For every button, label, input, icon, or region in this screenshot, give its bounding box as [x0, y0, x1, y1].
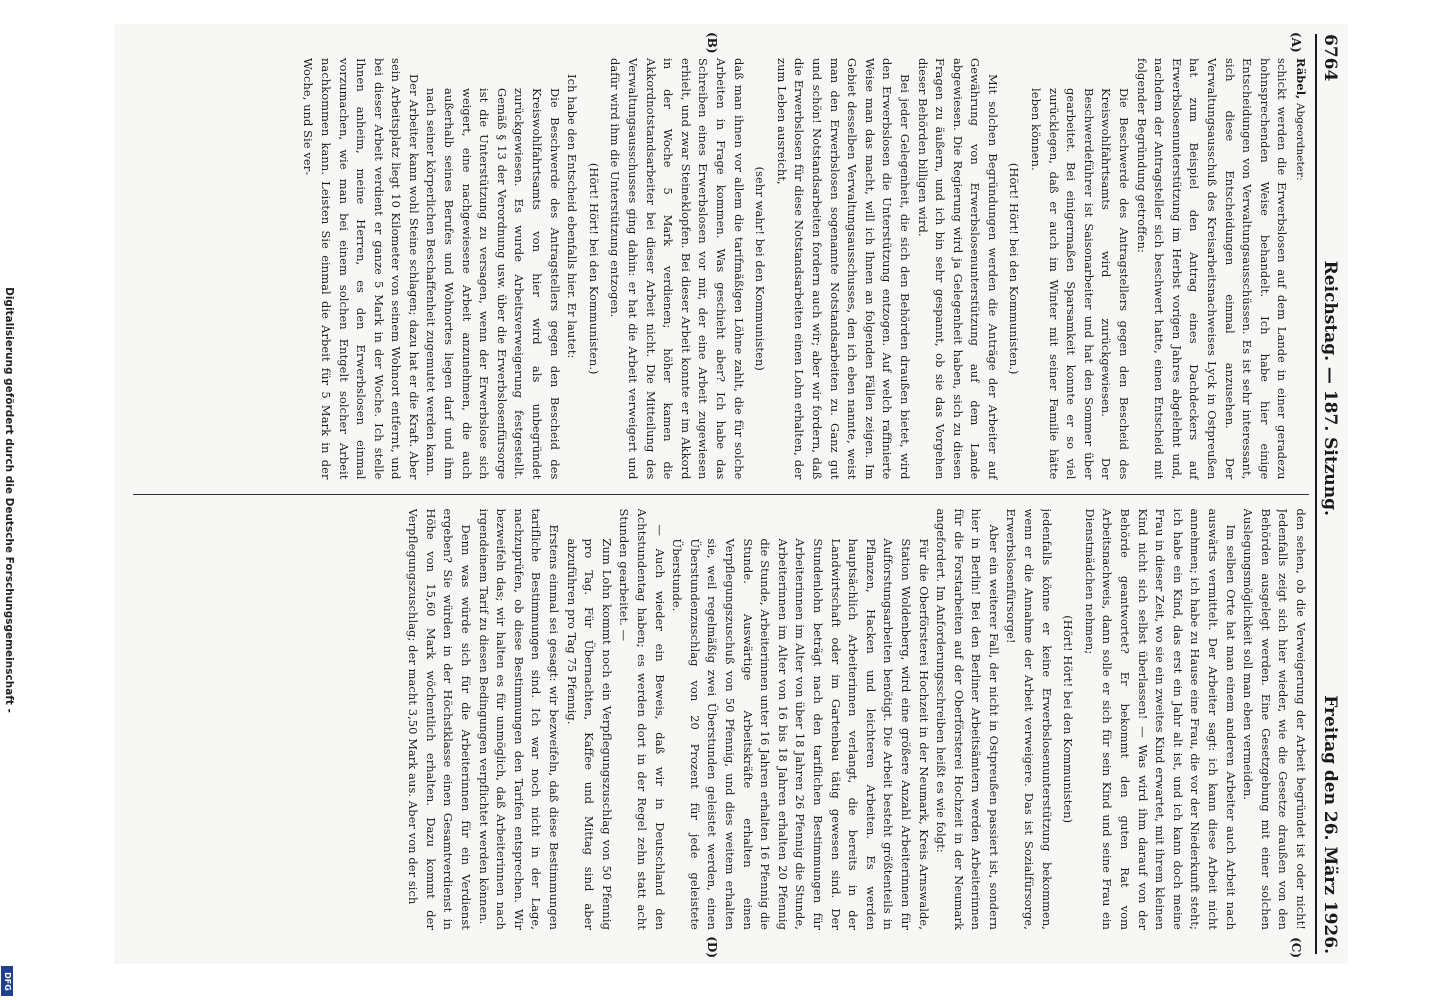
speaker-note: Abgeordneter: [1294, 102, 1306, 181]
interjection: (sehr wahr! bei den Kommunisten) [753, 166, 768, 371]
column-divider [133, 494, 1309, 495]
paragraph: Im selben Orte hat man einem anderen Arbeiter auch Arbeit nach auswärts vermittelt. Der Arbeiter sagt: ich kann diese Arbeit nicht annehmen; ich habe zu Hause eine Frau, die vor der Niederkunft steht; ich habe ein Kind, das erst ein Jahr alt ist, und ich kann doch meine Frau in dieser Zeit, wo sie ein zweites Kind erwartet, mit ihrem kleinen Kind nicht sich selbst überlassen! — Was wird ihm darauf von der Behörde geantwortet? Er bekommt den guten Rat vom Arbeitsnachweis, dann solle er sich für sein Kind und seine Frau ein Dienstmädchen nehmen; [1082, 508, 1238, 930]
dfg-logo-text: DFG [2, 971, 12, 991]
scanned-page [114, 24, 1348, 964]
paragraph: Der Arbeiter kann wohl Steine schlagen; dazu hat er die Kraft. Aber sein Arbeitsplatz liegt 10 Kilometer von seinem Wohnort entfernt, und bei dieser Arbeit verdient er ganze 5 Mark in der Woche. Ich stelle Ihnen anheim, meine Herren, es den Erwerbslosen einmal vorzumachen, wie man bei einem solchen Entgelt solcher Arbeit nachkommen kann. Leisten Sie einmal die Arbeit für 5 Mark in der Woche, und Sie ver- [301, 58, 421, 480]
quoted-request: Zum Lohn kommt noch ein Verpflegungszuschlag von 50 Pfennig pro Tag. Für Übernachten, Kaffee und Mittag sind aber abzuführen pro Tag 75 Pfennig. [564, 538, 614, 930]
paragraph: Mit solchen Begründungen werden die Anträge der Arbeiter auf Gewährung von Erwerbslosenunterstützung auf dem Lande abgewiesen. Die Regierung wird ja Gelegenheit haben, sich zu diesen Fragen zu äußern, und ich bin sehr gespannt, ob sie das Vorgehen dieser Behörden billigen wird. [915, 58, 1000, 480]
paragraph: Aber ein weiterer Fall, der nicht in Ostpreußen passiert ist, sondern hier in Berlin! Bei den Berliner Arbeitsämtern werden Arbeiterinnen für die Forstarbeiten auf der Oberförsterei Hochzeit in der Neumark angefordert. Im Anforderungsschreiben heißt es wie folgt: [934, 508, 1001, 930]
paragraph: den sehen, ob die Verweigerung der Arbeit begründet ist oder nicht! Jedenfalls zeigt sich hier wieder, wie die Gesetze draußen von den Behörden ausgelegt werden. Eine Gesetzgebung mit einer solchen Auslegungsmöglichkeit soll man eben vermeiden. [1241, 508, 1308, 930]
page-number: 6764 [1320, 34, 1340, 82]
quoted-decision: Die Beschwerde des Antragstellers gegen den Bescheid des Kreiswohlfahrtsamts von hier wird als unbegründet zurückgewiesen. Es wurde Arbeitsverweigerung festgestellt. Gemäß § 13 der Verordnung usw. über die Erwerbslosenfürsorge ist die Unterstützung zu versagen, wenn der Erwerbslose sich weigert, eine nachgewiesene Arbeit anzunehmen, die auch außerhalb seines Berufes und Wohnortes liegen darf und ihm nach seiner körperlichen Beschaffenheit zugemutet werden kann. [424, 88, 562, 480]
digitization-credit [2, 0, 16, 1000]
quoted-decision: Die Beschwerde des Antragstellers gegen den Bescheid des Kreiswohlfahrtsamts wird zurückgewiesen. Der Beschwerdeführer ist Saisonarbeiter und hat den Sommer über gearbeitet. Bei einigermaßen Sparsamkeit konnte er so viel zurücklegen, daß er auch im Winter mit seiner Familie hätte leben können. [1029, 88, 1132, 480]
margin-mark-c: (C) [1289, 937, 1303, 958]
paragraph: Denn was würde sich für die Arbeiterinnen für ein Verdienst ergeben? Sie würden in der Höchstklasse einen Gesamtverdienst in Höhe von 15,60 Mark wöchentlich erhalten. Dazu kommt der Verpflegungszuschlag; der macht 3,50 Mark aus. Aber von der sich [406, 508, 474, 930]
interjection: (Hört! Hört! bei den Kommunisten.) [586, 162, 601, 375]
speaker-line [1290, 58, 1309, 480]
quoted-request: Für die Oberförsterei Hochzeit in der Neumark, Kreis Arnswalde, Station Woldenberg, wird eine größere Anzahl Arbeiterinnen für Aufforstungsarbeiten benötigt. Die Arbeit besteht größtenteils in Pflanzen, Hacken und leichteren Arbeiten. Es werden hauptsächlich Arbeiterinnen verlangt, die bereits in der Landwirtschaft oder im Gartenbau tätig gewesen sind. Der Stundenlohn beträgt nach den tariflichen Bestimmungen für Arbeiterinnen im Alter von über 18 Jahren 26 Pfennig die Stunde, Arbeiterinnen im Alter von 16 bis 18 Jahren erhalten 20 Pfennig die Stunde, Arbeiterinnen unter 16 Jahren erhalten 16 Pfennig die Stunde. Auswärtige Arbeitskräfte erhalten einen Verpflegungszuschuß von 50 Pfennig, und dies weitem erhalten sie, weil regelmäßig zwei Überstunden geleistet werden, einen Überstundenzuschlag von 20 Prozent für jede geleistete Überstunde. [670, 538, 931, 930]
paragraph: daß man ihnen vor allem die tarifmäßigen Löhne zahlt, die für solche Arbeiten in Frage kommen. Was geschieht aber? Ich habe das Schreiben eines Erwerbslosen vor mir, der eine Arbeit zugewiesen erhielt, und zwar Steineklopfen. Bei dieser Arbeit konnte er im Akkord in der Woche 5 Mark verdienen; höher kamen die Akkordnotstandsarbeiter bei dieser Arbeit nicht. Die Mitteilung des Verwaltungsausschusses ging dahin: er hat die Arbeit verweigert und dafür wird ihm die Unterstützung entzogen. [608, 58, 746, 480]
dfg-logo [1, 966, 13, 996]
paragraph: Erstens einmal sei gesagt: wir bezweifeln, daß diese Bestimmungen tarifliche Bestimmungen sind. Ich war noch nicht in der Lage, nachzuprüfen, ob diese Bestimmungen den Tarifen entsprechen. Wir bezweifeln das; wir halten es für unmöglich, daß Arbeiterinnen nach irgendeinem Tarif zu diesen Bedingungen verpflichtet werden können. [476, 508, 562, 930]
paragraph: — Auch wieder ein Beweis, daß wir in Deutschland den Achtstundentag haben; es werden dort in der Regel zehn statt acht Stunden gearbeitet. — [617, 508, 667, 930]
paragraph: jedenfalls könne er keine Erwerbslosenunterstützung bekommen, wenn er die Annahme der Arbeit verweigere. Das ist Sozialfürsorge, Erwerbslosenfürsorge! [1004, 508, 1054, 930]
text-columns [133, 32, 1309, 958]
paragraph: Bei jeder Gelegenheit, die sich den Behörden draußen bietet, wird den Erwerbslosen die Unterstützung entzogen. Auf welch raffinierte Weise man das macht, will ich Ihnen an folgenden Fällen zeigen. Im Gebiet desselben Verwaltungsausschusses, den ich eben nannte, weist man den Erwerbslosen sogenannte Notstandsarbeiten zu. Ganz gut und schön! Notstandsarbeiten fordern auch wir; aber wir fordern, daß die Erwerbslosen für diese Notstandsarbeiten einen Lohn erhalten, der zum Leben ausreicht, [774, 58, 912, 480]
interjection: (Hört! Hört! bei den Kommunisten.) [1007, 162, 1022, 375]
interjection: (Hört! Hört! bei den Kommunisten) [1061, 615, 1076, 824]
session-date: Freitag den 26. März 1926. [1320, 695, 1340, 954]
margin-mark-a: (A) [1289, 32, 1303, 53]
paragraph: schickt werden die Erwerbslosen auf dem Lande in einer geradezu hohnsprechenden Weise behandelt. Ich habe hier einige Entscheidungen von Verwaltungsausschüssen. Es ist sehr interessant, sich diese Entscheidungen einmal anzusehen. Der Verwaltungsausschuß des Kreisarbeitsnachweises Lyck in Ostpreußen hat zum Beispiel den Antrag eines Dachdeckers auf Erwerbslosenunterstützung im Herbst vorigen Jahres abgelehnt und, nachdem der Antragsteller sich beschwert hatte, einen Entscheid mit folgender Begründung getroffen: [1134, 58, 1290, 480]
rotated-page [114, 24, 1348, 964]
running-title: Reichstag. — 187. Sitzung. [1320, 260, 1340, 516]
paragraph: Ich habe den Entscheid ebenfalls hier. Er lautet: [565, 74, 580, 359]
page-content [114, 24, 1348, 964]
right-column [133, 509, 1309, 955]
margin-mark-b: (B) [705, 32, 719, 54]
speaker-name: Räbel, [1294, 58, 1308, 100]
page-header [1315, 34, 1340, 954]
margin-mark-d: (D) [705, 936, 719, 958]
left-column [133, 34, 1309, 480]
credit-text: Digitalisierung gefördert durch die Deutsche Forschungsgemeinschaft - [3, 287, 15, 713]
